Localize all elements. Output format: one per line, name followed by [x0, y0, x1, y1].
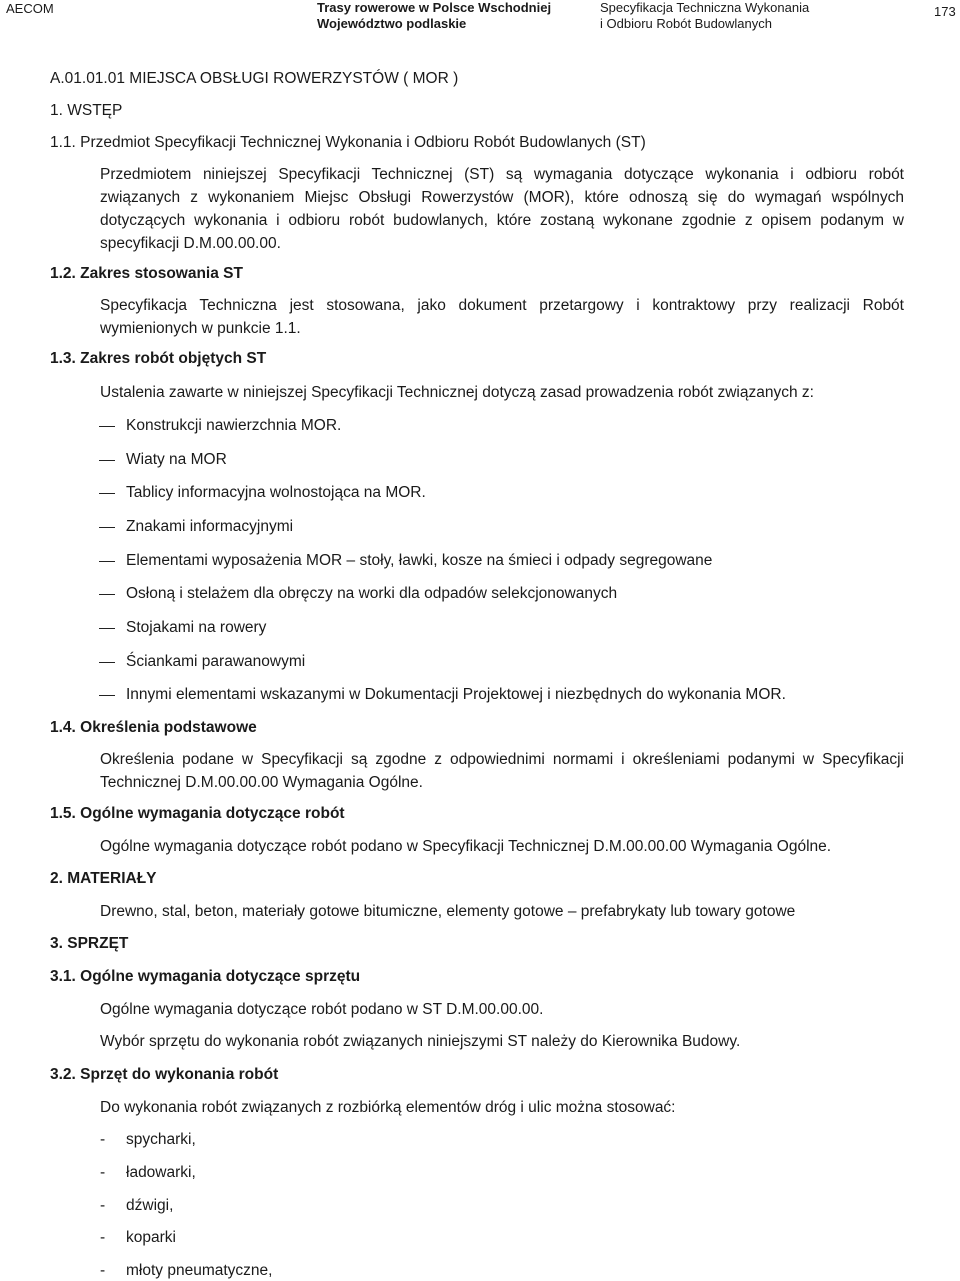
paragraph-9: Do wykonania robót związanych z rozbiórką elementów dróg i ulic można stosować:: [100, 1099, 676, 1116]
section-3-1-heading: 3.1. Ogólne wymagania dotyczące sprzętu: [50, 968, 361, 985]
list-hyphen-marker: -: [100, 1229, 106, 1246]
list-hyphen-marker: -: [100, 1164, 106, 1181]
list-dash-marker: [99, 426, 115, 427]
header-company: AECOM: [6, 1, 54, 16]
list-item: Innymi elementami wskazanymi w Dokumentacji Projektowej i niezbędnych do wykonania MOR.: [126, 686, 786, 703]
header-spec: [600, 0, 809, 32]
list-dash-marker: [99, 662, 115, 663]
list-hyphen-marker: -: [100, 1262, 106, 1279]
section-3-2-heading: 3.2. Sprzęt do wykonania robót: [50, 1066, 279, 1083]
list-item: Elementami wyposażenia MOR – stoły, ławki, kosze na śmieci i odpady segregowane: [126, 552, 713, 569]
list-item: koparki: [126, 1229, 176, 1246]
paragraph-5: Ogólne wymagania dotyczące robót podano w Specyfikacji Technicznej D.M.00.00.00 Wymagania Ogólne.: [100, 838, 832, 855]
list-item: Osłoną i stelażem dla obręczy na worki dla odpadów selekcjonowanych: [126, 585, 618, 602]
list-item: młoty pneumatyczne,: [126, 1262, 273, 1279]
list-item: Wiaty na MOR: [126, 451, 227, 468]
page-number: 173: [934, 4, 956, 19]
header-spec-line1: Specyfikacja Techniczna Wykonania: [600, 0, 810, 15]
list-hyphen-marker: -: [100, 1197, 106, 1214]
paragraph-4-line-2: Technicznej D.M.00.00.00 Wymagania Ogólne.: [100, 774, 423, 791]
header-project-line2: Województwo podlaskie: [317, 16, 467, 31]
section-1-heading: 1. WSTĘP: [50, 102, 123, 119]
list-item: Znakami informacyjnymi: [126, 518, 294, 535]
paragraph-1-line-1: Przedmiotem niniejszej Specyfikacji Technicznej (ST) są wymagania dotyczące wykonania i odbioru robót: [100, 166, 904, 183]
list-dash-marker: [99, 527, 115, 528]
list-item: Tablicy informacyjna wolnostojąca na MOR.: [126, 484, 426, 501]
list-dash-marker: [99, 493, 115, 494]
paragraph-1-line-2: związanych z wykonaniem Miejsc Obsługi Rowerzystów (MOR), które odnoszą się do wymagań wspólnych: [100, 189, 904, 206]
section-1-4-heading: 1.4. Określenia podstawowe: [50, 719, 257, 736]
paragraph-2-line-2: wymienionych w punkcie 1.1.: [100, 320, 301, 337]
list-item: Konstrukcji nawierzchnia MOR.: [126, 417, 342, 434]
paragraph-1-line-4: specyfikacji D.M.00.00.00.: [100, 235, 281, 252]
header-project-line1: Trasy rowerowe w Polsce Wschodniej: [317, 0, 552, 15]
paragraph-6: Drewno, stal, beton, materiały gotowe bitumiczne, elementy gotowe – prefabrykaty lub towary gotowe: [100, 903, 796, 920]
section-1-1-heading: 1.1. Przedmiot Specyfikacji Technicznej Wykonania i Odbioru Robót Budowlanych (ST): [50, 134, 646, 151]
list-dash-marker: [99, 460, 115, 461]
section-1-5-heading: 1.5. Ogólne wymagania dotyczące robót: [50, 805, 345, 822]
list-item: dźwigi,: [126, 1197, 174, 1214]
paragraph-2-line-1: Specyfikacja Techniczna jest stosowana, jako dokument przetargowy i kontraktowy przy realizacji Robót: [100, 297, 904, 314]
list-item: ładowarki,: [126, 1164, 196, 1181]
list-dash-marker: [99, 561, 115, 562]
section-3-heading: 3. SPRZĘT: [50, 935, 129, 952]
list-item: Ściankami parawanowymi: [126, 653, 306, 670]
list-item: spycharki,: [126, 1131, 196, 1148]
paragraph-1-line-3: dotyczących wykonania i odbioru robót budowlanych, które zostaną wykonane zgodnie z opisem podanym w: [100, 212, 904, 229]
list-dash-marker: [99, 594, 115, 595]
header-spec-line2: i Odbioru Robót Budowlanych: [600, 16, 772, 31]
section-1-2-heading: 1.2. Zakres stosowania ST: [50, 265, 243, 282]
section-2-heading: 2. MATERIAŁY: [50, 870, 157, 887]
list-item: Stojakami na rowery: [126, 619, 267, 636]
paragraph-8: Wybór sprzętu do wykonania robót związanych niniejszymi ST należy do Kierownika Budowy.: [100, 1033, 741, 1050]
document-title: A.01.01.01 MIEJSCA OBSŁUGI ROWERZYSTÓW ( MOR ): [50, 70, 459, 87]
section-1-3-heading: 1.3. Zakres robót objętych ST: [50, 350, 267, 367]
paragraph-7: Ogólne wymagania dotyczące robót podano w ST D.M.00.00.00.: [100, 1001, 544, 1018]
list-dash-marker: [99, 628, 115, 629]
paragraph-4-line-1: Określenia podane w Specyfikacji są zgodne z odpowiednimi normami i określeniami podanymi w Specyfikacji: [100, 751, 904, 768]
list-hyphen-marker: -: [100, 1131, 106, 1148]
paragraph-3: Ustalenia zawarte w niniejszej Specyfikacji Technicznej dotyczą zasad prowadzenia robót związanych z:: [100, 384, 814, 401]
header-project: [317, 0, 551, 32]
list-dash-marker: [99, 695, 115, 696]
